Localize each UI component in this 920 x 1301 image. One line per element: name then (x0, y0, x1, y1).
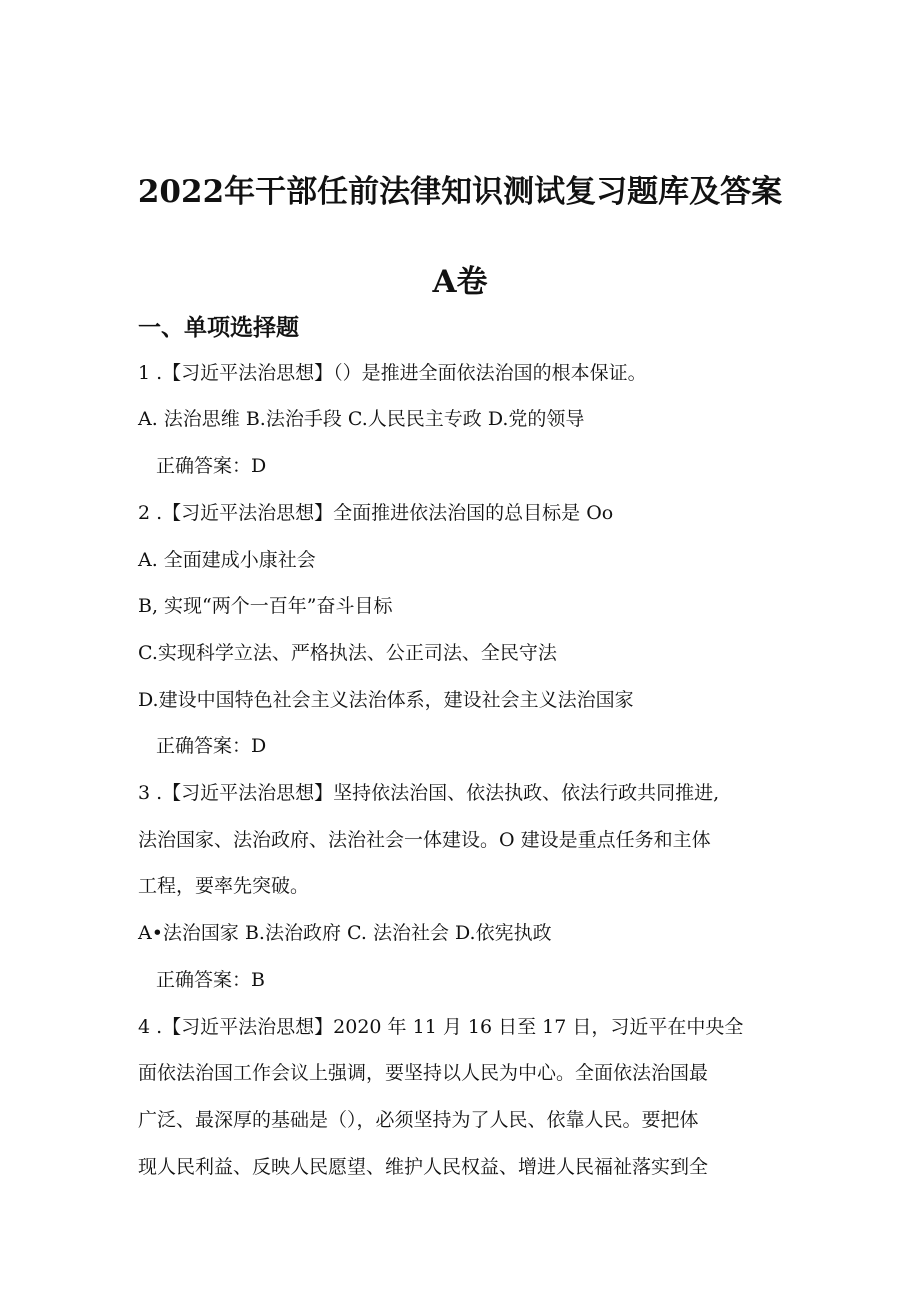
question-3-stem-line-1: 3 .【习近平法治思想】坚持依法治国、依法执政、依法行政共同推进, (138, 782, 720, 804)
question-2-answer: 正确答案：D (156, 735, 267, 757)
question-1-options: A. 法治思维 B.法治手段 C.人民民主专政 D.党的领导 (138, 408, 585, 430)
document-title: 2022年干部任前法律知识测试复习题库及答案 (137, 174, 783, 210)
question-3-options: A•法治国家 B.法治政府 C. 法治社会 D.依宪执政 (138, 922, 552, 944)
question-2-option-a: A. 全面建成小康社会 (138, 549, 316, 571)
question-3-answer: 正确答案：B (156, 969, 265, 991)
question-2-option-d: D.建设中国特色社会主义法治体系，建设社会主义法治国家 (138, 689, 634, 711)
question-2-stem: 2 .【习近平法治思想】全面推进依法治国的总目标是 Oo (138, 502, 614, 524)
question-3-stem-line-2: 法治国家、法治政府、法治社会一体建设。O 建设是重点任务和主体 (138, 829, 711, 851)
section-heading: 一、单项选择题 (138, 314, 299, 341)
question-4-stem-line-4: 现人民利益、反映人民愿望、维护人民权益、增进人民福祉落实到全 (138, 1156, 709, 1178)
question-3-stem-line-3: 工程，要率先突破。 (138, 875, 310, 897)
question-4-stem-line-1: 4 .【习近平法治思想】2020 年 11 月 16 日至 17 日，习近平在中央全 (138, 1016, 744, 1038)
question-2-option-b: B, 实现“两个一百年”奋斗目标 (138, 595, 393, 617)
question-2-option-c: C.实现科学立法、严格执法、公正司法、全民守法 (138, 642, 557, 664)
question-1-answer: 正确答案：D (156, 455, 267, 477)
paper-subtitle: A卷 (432, 264, 488, 300)
question-4-stem-line-3: 广泛、最深厚的基础是（），必须坚持为了人民、依靠人民。要把体 (138, 1109, 699, 1131)
question-1-stem: 1 .【习近平法治思想】（）是推进全面依法治国的根本保证。 (138, 362, 647, 384)
question-4-stem-line-2: 面依法治国工作会议上强调，要坚持以人民为中心。全面依法治国最 (138, 1062, 709, 1084)
